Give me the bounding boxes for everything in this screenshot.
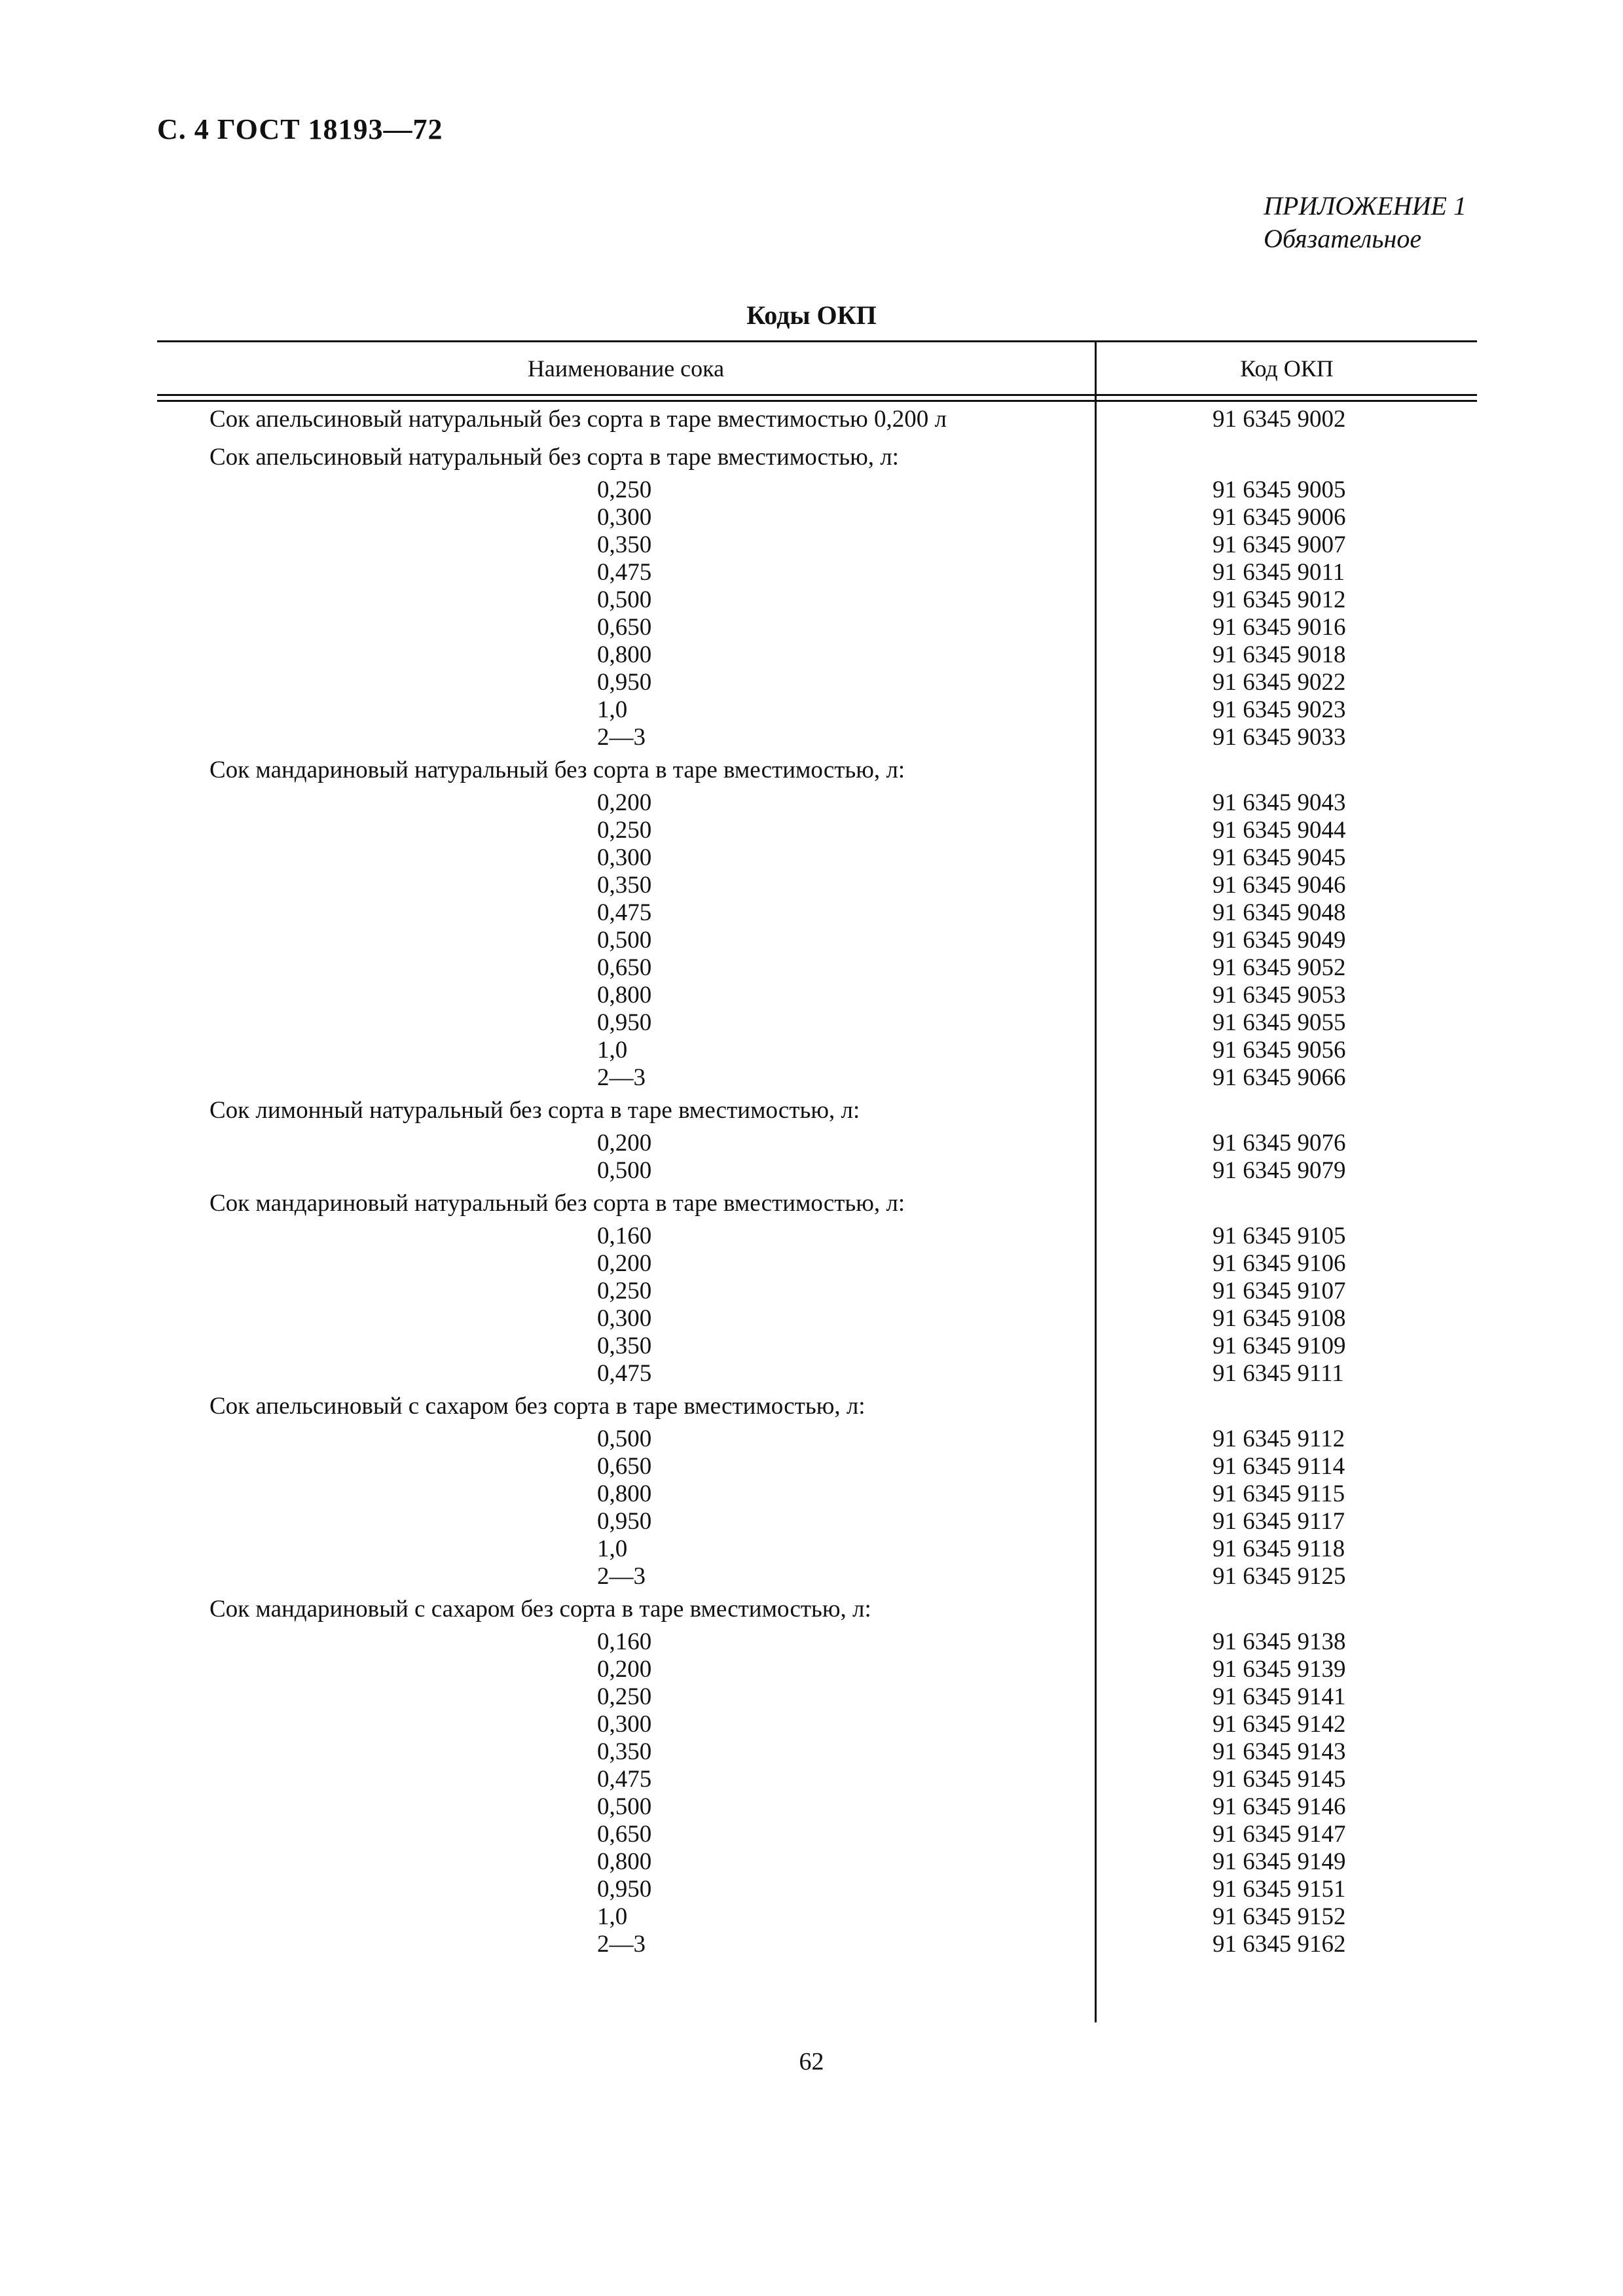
- table-row: [157, 1223, 1477, 1250]
- container-volume: 0,200: [597, 1250, 652, 1277]
- container-volume: 0,200: [597, 1130, 652, 1157]
- container-volume: 0,650: [597, 1821, 652, 1848]
- okp-code: 91 6345 9112: [1213, 1426, 1345, 1452]
- container-volume: 0,250: [597, 817, 652, 844]
- table-row: [157, 844, 1477, 872]
- container-volume: 1,0: [597, 1535, 628, 1562]
- table-row: [157, 531, 1477, 559]
- okp-code: 91 6345 9138: [1213, 1628, 1346, 1655]
- okp-code: 91 6345 9043: [1213, 789, 1346, 816]
- container-volume: 1,0: [597, 1903, 628, 1930]
- juice-name: Сок мандариновый натуральный без сорта в таре вместимостью, л:: [210, 757, 905, 783]
- okp-code: 91 6345 9044: [1213, 817, 1346, 844]
- container-volume: 1,0: [597, 1037, 628, 1064]
- container-volume: 0,800: [597, 641, 652, 668]
- container-volume: 2—3: [597, 1563, 646, 1590]
- table-row: [157, 1333, 1477, 1360]
- okp-code: 91 6345 9151: [1213, 1876, 1346, 1903]
- container-volume: 0,350: [597, 531, 652, 558]
- container-volume: 0,250: [597, 476, 652, 503]
- container-volume: 0,500: [597, 1793, 652, 1820]
- table-row: [157, 1250, 1477, 1278]
- table-row: [157, 1628, 1477, 1656]
- okp-code: 91 6345 9162: [1213, 1931, 1346, 1958]
- okp-code: 91 6345 9152: [1213, 1903, 1346, 1930]
- okp-code: 91 6345 9076: [1213, 1130, 1346, 1157]
- table-group-row: [157, 1590, 1477, 1628]
- container-volume: 2—3: [597, 1931, 646, 1958]
- table-group-row: [157, 1185, 1477, 1223]
- table-row: [157, 1766, 1477, 1793]
- okp-code: 91 6345 9111: [1213, 1360, 1344, 1387]
- container-volume: 0,800: [597, 1480, 652, 1507]
- table-row: [157, 1656, 1477, 1683]
- container-volume: 0,300: [597, 504, 652, 531]
- juice-name: Сок апельсиновый натуральный без сорта в таре вместимостью, л:: [210, 444, 899, 471]
- table-row: [157, 1480, 1477, 1508]
- container-volume: 0,475: [597, 1360, 652, 1387]
- page-number: 62: [799, 2048, 824, 2075]
- table-title: Коды ОКП: [746, 300, 877, 330]
- table-row: [157, 1130, 1477, 1157]
- container-volume: 0,475: [597, 559, 652, 586]
- table-row: [157, 1821, 1477, 1848]
- table-row: [157, 559, 1477, 586]
- container-volume: 0,350: [597, 872, 652, 899]
- table-row: [157, 1793, 1477, 1821]
- container-volume: 0,950: [597, 1508, 652, 1535]
- table-row: [157, 1037, 1477, 1064]
- column-header-name: Наименование сока: [527, 355, 725, 382]
- okp-code: 91 6345 9117: [1213, 1508, 1345, 1535]
- okp-code: 91 6345 9141: [1213, 1683, 1346, 1710]
- table-row: [157, 476, 1477, 504]
- okp-code: 91 6345 9006: [1213, 504, 1346, 531]
- juice-name: Сок мандариновый с сахаром без сорта в таре вместимостью, л:: [210, 1596, 871, 1623]
- container-volume: 0,300: [597, 844, 652, 871]
- okp-code: 91 6345 9049: [1213, 927, 1346, 954]
- container-volume: 0,950: [597, 1876, 652, 1903]
- okp-code: 91 6345 9012: [1213, 586, 1346, 613]
- table-group-row: [157, 401, 1477, 439]
- okp-code: 91 6345 9023: [1213, 696, 1346, 723]
- table-body: [157, 401, 1477, 1958]
- table-row: [157, 1426, 1477, 1453]
- okp-code: 91 6345 9147: [1213, 1821, 1346, 1848]
- okp-code: 91 6345 9005: [1213, 476, 1346, 503]
- header-double-rule-upper: [157, 394, 1477, 396]
- table-group-row: [157, 1092, 1477, 1130]
- container-volume: 0,475: [597, 899, 652, 926]
- container-volume: 0,200: [597, 789, 652, 816]
- okp-code: 91 6345 9114: [1213, 1453, 1345, 1480]
- okp-code: 91 6345 9046: [1213, 872, 1346, 899]
- container-volume: 0,800: [597, 1848, 652, 1875]
- container-volume: 0,650: [597, 954, 652, 981]
- appendix-status: Обязательное: [1264, 224, 1422, 253]
- table-row: [157, 1931, 1477, 1958]
- okp-code: 91 6345 9048: [1213, 899, 1346, 926]
- table-row: [157, 1683, 1477, 1711]
- okp-code: 91 6345 9045: [1213, 844, 1346, 871]
- container-volume: 0,800: [597, 982, 652, 1009]
- container-volume: 0,300: [597, 1711, 652, 1738]
- okp-code: 91 6345 9066: [1213, 1064, 1346, 1091]
- table-row: [157, 927, 1477, 954]
- container-volume: 0,250: [597, 1683, 652, 1710]
- table-row: [157, 1903, 1477, 1931]
- table-row: [157, 641, 1477, 669]
- okp-code: 91 6345 9115: [1213, 1480, 1345, 1507]
- juice-name: Сок апельсиновый с сахаром без сорта в таре вместимостью, л:: [210, 1393, 866, 1420]
- table-row: [157, 954, 1477, 982]
- okp-code: 91 6345 9108: [1213, 1305, 1346, 1332]
- container-volume: 0,350: [597, 1333, 652, 1359]
- table-row: [157, 1738, 1477, 1766]
- okp-code: 91 6345 9033: [1213, 724, 1346, 751]
- okp-code: 91 6345 9146: [1213, 1793, 1346, 1820]
- appendix-block: [1264, 190, 1467, 255]
- container-volume: 0,500: [597, 1426, 652, 1452]
- okp-code: 91 6345 9143: [1213, 1738, 1346, 1765]
- container-volume: 2—3: [597, 1064, 646, 1091]
- table-row: [157, 504, 1477, 531]
- table-row: [157, 696, 1477, 724]
- table-row: [157, 789, 1477, 817]
- table-group-row: [157, 751, 1477, 789]
- container-volume: 0,160: [597, 1628, 652, 1655]
- table-row: [157, 1157, 1477, 1185]
- okp-code: 91 6345 9106: [1213, 1250, 1346, 1277]
- document-header: С. 4 ГОСТ 18193—72: [157, 113, 443, 145]
- table-group-row: [157, 1388, 1477, 1426]
- container-volume: 0,350: [597, 1738, 652, 1765]
- okp-code: 91 6345 9142: [1213, 1711, 1346, 1738]
- table-row: [157, 1876, 1477, 1903]
- column-header-code: Код ОКП: [1240, 355, 1334, 382]
- table-row: [157, 817, 1477, 844]
- table-row: [157, 982, 1477, 1009]
- okp-code: 91 6345 9079: [1213, 1157, 1346, 1184]
- table-row: [157, 872, 1477, 899]
- container-volume: 2—3: [597, 724, 646, 751]
- table-row: [157, 1360, 1477, 1388]
- table-row: [157, 1453, 1477, 1480]
- okp-code: 91 6345 9016: [1213, 614, 1346, 641]
- table-top-rule: [157, 340, 1477, 342]
- container-volume: 0,500: [597, 927, 652, 954]
- table-row: [157, 1508, 1477, 1535]
- okp-code: 91 6345 9055: [1213, 1009, 1346, 1036]
- table-row: [157, 1305, 1477, 1333]
- container-volume: 0,250: [597, 1278, 652, 1304]
- container-volume: 0,950: [597, 1009, 652, 1036]
- table-row: [157, 1278, 1477, 1305]
- okp-code: 91 6345 9149: [1213, 1848, 1346, 1875]
- table-row: [157, 586, 1477, 614]
- table-row: [157, 1563, 1477, 1590]
- okp-code: 91 6345 9118: [1213, 1535, 1345, 1562]
- container-volume: 0,300: [597, 1305, 652, 1332]
- okp-code: 91 6345 9125: [1213, 1563, 1346, 1590]
- okp-code: 91 6345 9052: [1213, 954, 1346, 981]
- container-volume: 0,475: [597, 1766, 652, 1793]
- juice-name: Сок апельсиновый натуральный без сорта в таре вместимостью 0,200 л: [210, 406, 947, 433]
- container-volume: 0,650: [597, 614, 652, 641]
- table-group-row: [157, 439, 1477, 476]
- okp-code: 91 6345 9056: [1213, 1037, 1346, 1064]
- juice-name: Сок лимонный натуральный без сорта в таре вместимостью, л:: [210, 1097, 860, 1124]
- container-volume: 0,160: [597, 1223, 652, 1249]
- okp-code: 91 6345 9109: [1213, 1333, 1346, 1359]
- okp-code: 91 6345 9107: [1213, 1278, 1346, 1304]
- appendix-label: ПРИЛОЖЕНИЕ 1: [1264, 191, 1467, 221]
- okp-code: 91 6345 9002: [1213, 406, 1346, 433]
- container-volume: 0,650: [597, 1453, 652, 1480]
- container-volume: 0,500: [597, 1157, 652, 1184]
- table-row: [157, 724, 1477, 751]
- table-row: [157, 669, 1477, 696]
- okp-code: 91 6345 9011: [1213, 559, 1345, 586]
- okp-code: 91 6345 9145: [1213, 1766, 1346, 1793]
- table-row: [157, 1064, 1477, 1092]
- okp-code: 91 6345 9139: [1213, 1656, 1346, 1683]
- juice-name: Сок мандариновый натуральный без сорта в таре вместимостью, л:: [210, 1190, 905, 1217]
- okp-code: 91 6345 9105: [1213, 1223, 1346, 1249]
- container-volume: 0,200: [597, 1656, 652, 1683]
- container-volume: 0,500: [597, 586, 652, 613]
- okp-code: 91 6345 9022: [1213, 669, 1346, 696]
- table-row: [157, 614, 1477, 641]
- table-row: [157, 899, 1477, 927]
- table-row: [157, 1848, 1477, 1876]
- okp-code: 91 6345 9053: [1213, 982, 1346, 1009]
- container-volume: 0,950: [597, 669, 652, 696]
- table-row: [157, 1711, 1477, 1738]
- table-row: [157, 1535, 1477, 1563]
- container-volume: 1,0: [597, 696, 628, 723]
- okp-code: 91 6345 9018: [1213, 641, 1346, 668]
- okp-code: 91 6345 9007: [1213, 531, 1346, 558]
- table-row: [157, 1009, 1477, 1037]
